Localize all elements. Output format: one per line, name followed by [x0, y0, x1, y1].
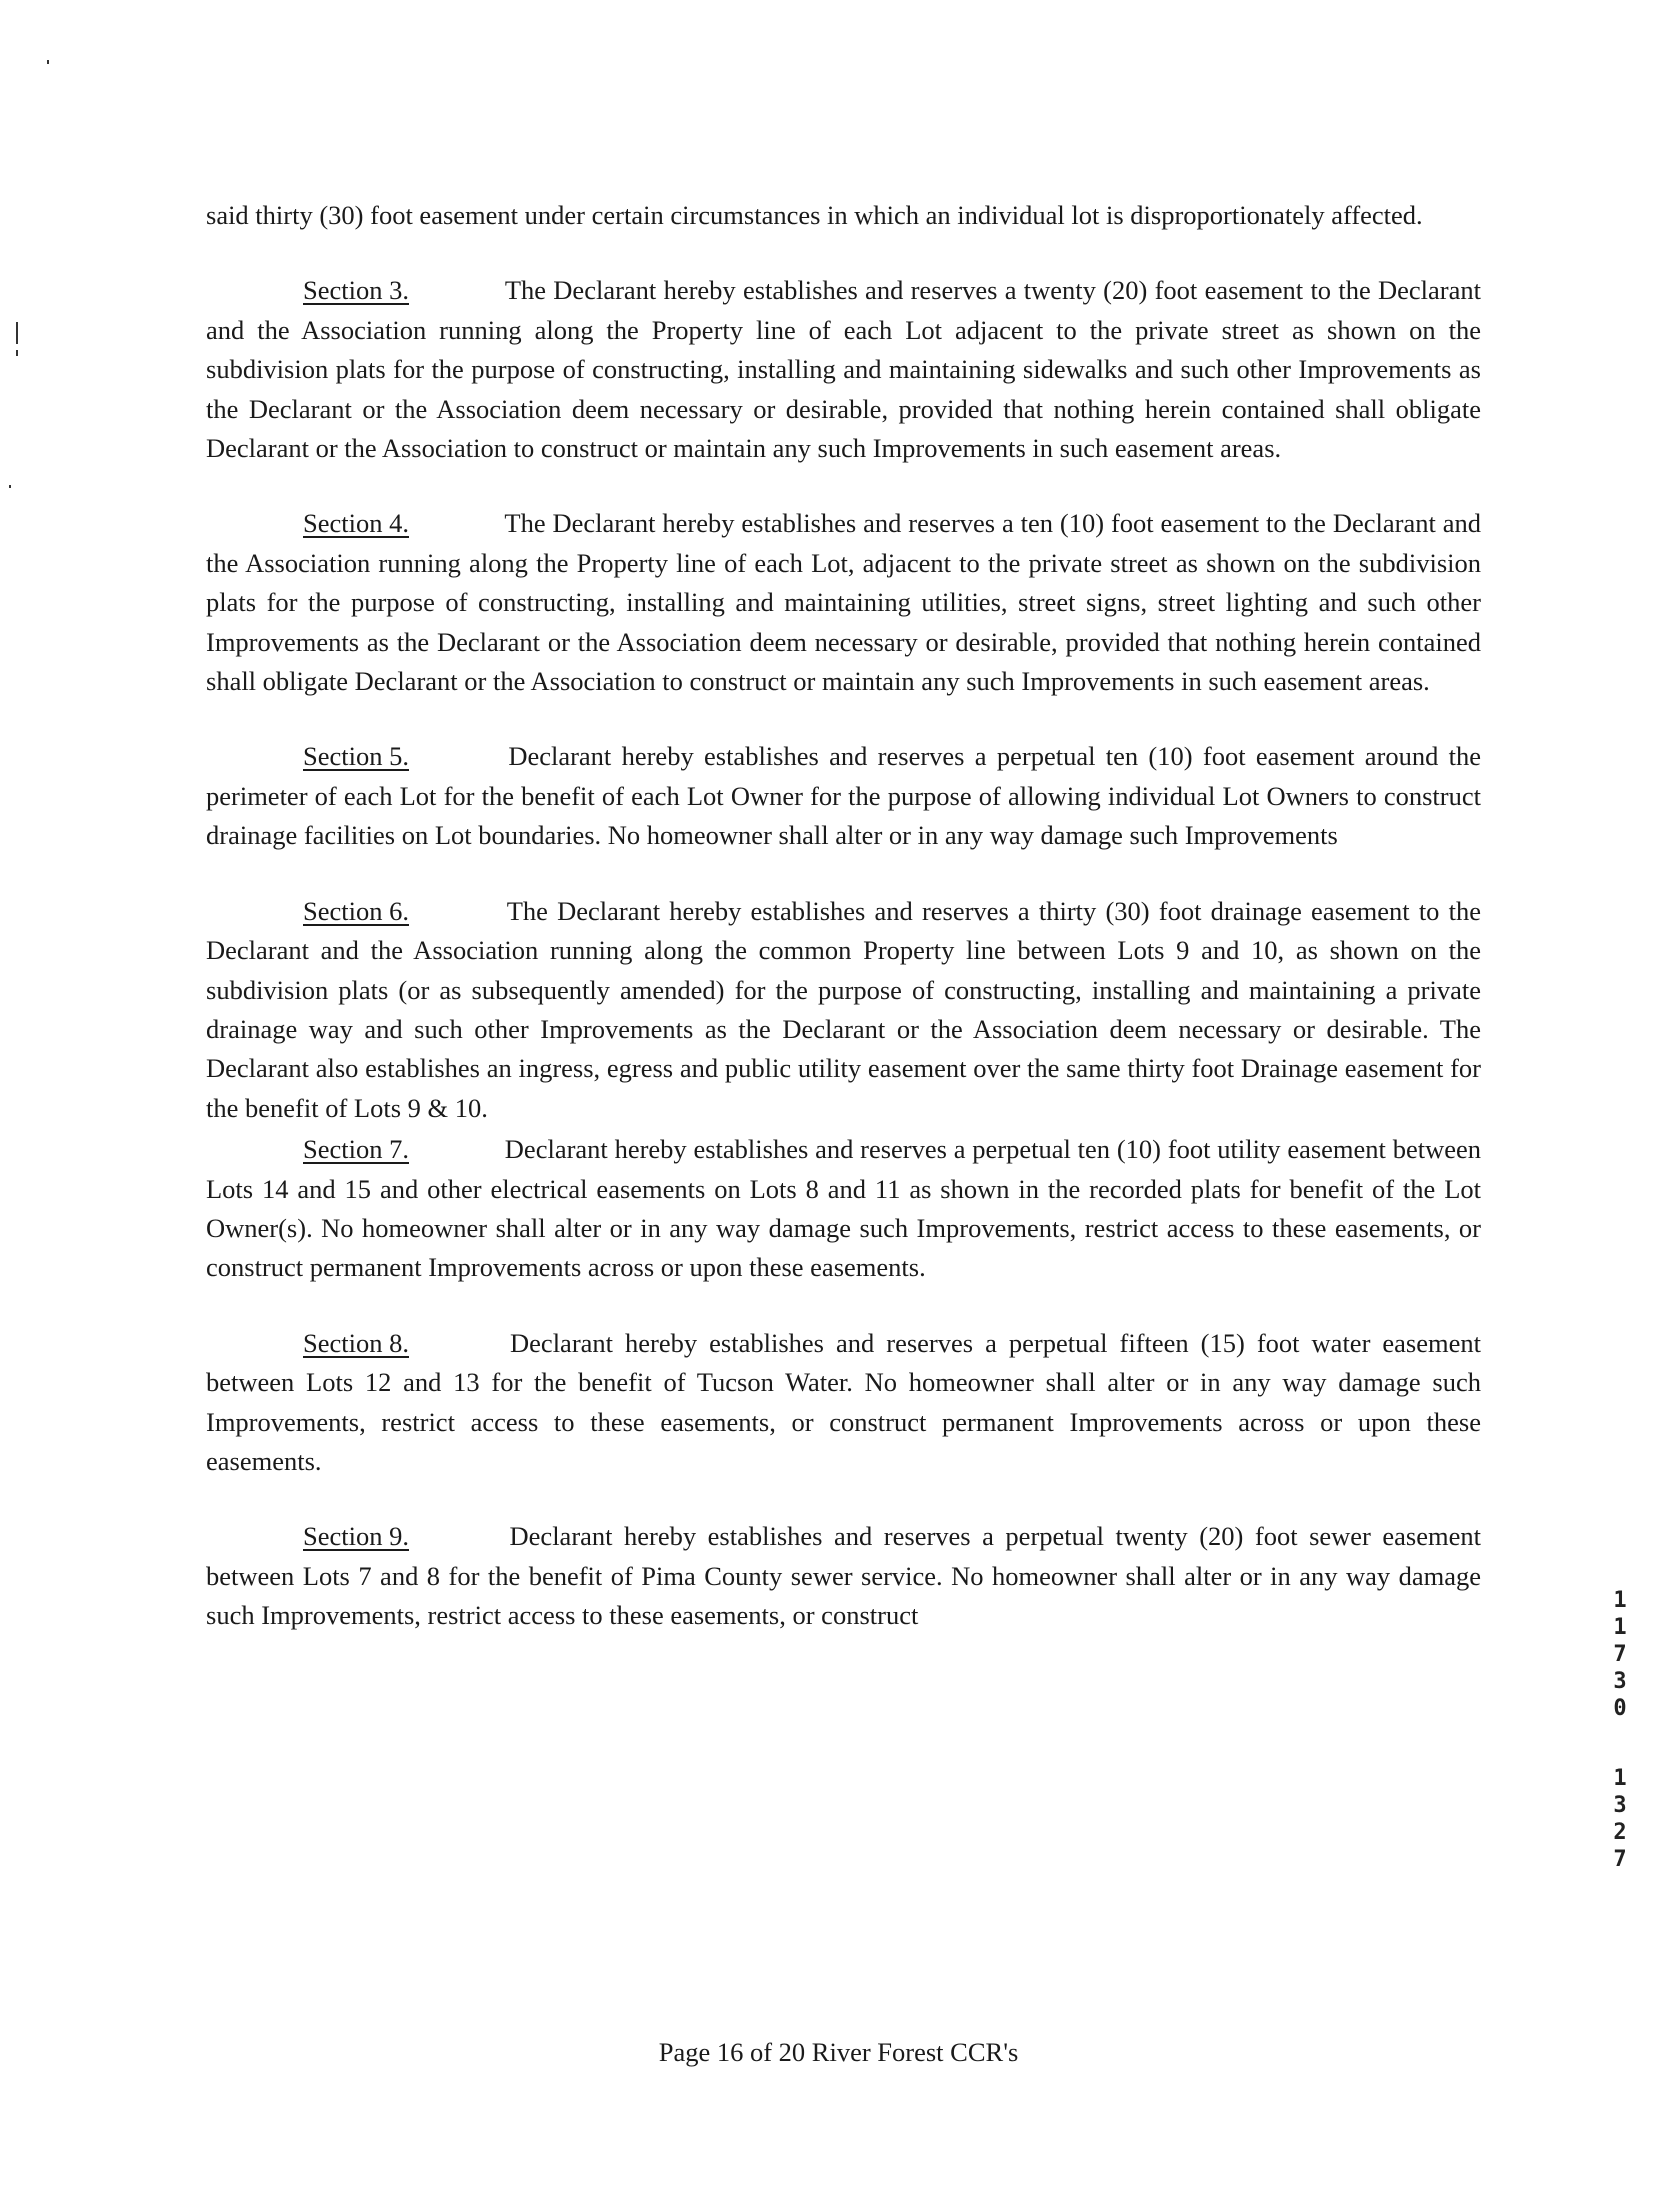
stamp-digit: 1	[1613, 1766, 1627, 1791]
section-heading: Section 9.	[303, 1521, 409, 1552]
section-5	[206, 737, 1481, 855]
paragraph-text: The Declarant hereby establishes and reserves a thirty (30) foot drainage easement to the Declarant and the Association running along the common Property line between Lots 9 and 10, as shown on the subdivision plats (or as subsequently amended) for the purpose of constructing, installing and maintaining a private drainage way and such other Improvements as the Declarant or the Association deem necessary or desirable. The Declarant also establishes an ingress, egress and public utility easement over the same thirty foot Drainage easement for the benefit of Lots 9 & 10.	[206, 895, 1481, 1123]
scan-mark	[16, 350, 18, 356]
page-footer: Page 16 of 20 River Forest CCR's	[658, 2037, 1019, 2067]
paragraph-continuation	[206, 196, 1481, 235]
section-heading: Section 3.	[303, 275, 409, 306]
paragraph-text: Declarant hereby establishes and reserves a perpetual twenty (20) foot sewer easement between Lots 7 and 8 for the benefit of Pima County sewer service. No homeowner shall alter or in any way damage such Improvements, restrict access to these easements, or construct	[206, 1521, 1481, 1631]
section-7	[206, 1130, 1481, 1288]
section-heading: Section 7.	[303, 1134, 409, 1165]
stamp-digit: 7	[1613, 1847, 1627, 1872]
section-6	[206, 892, 1481, 1128]
docket-stamp	[1602, 1587, 1638, 1722]
page-stamp	[1602, 1765, 1638, 1873]
document-body	[206, 196, 1481, 1672]
section-heading: Section 6.	[303, 895, 409, 926]
section-heading: Section 4.	[303, 508, 409, 539]
section-heading: Section 8.	[303, 1327, 409, 1358]
stamp-digit: 7	[1613, 1642, 1627, 1667]
paragraph-text: The Declarant hereby establishes and reserves a twenty (20) foot easement to the Declarant and the Association running along the Property line of each Lot adjacent to the private street as shown on the subdivision plats for the purpose of constructing, installing and maintaining sidewalks and such other Improvements as the Declarant or the Association deem necessary or desirable, provided that nothing herein contained shall obligate Declarant or the Association to construct or maintain any such Improvements in such easement areas.	[206, 275, 1481, 464]
stamp-digit: 1	[1613, 1615, 1627, 1640]
paragraph-text: said thirty (30) foot easement under certain circumstances in which an individual lot is disproportionately affected.	[206, 200, 1423, 230]
scan-mark	[16, 322, 18, 344]
stamp-digit: 2	[1613, 1820, 1627, 1845]
section-heading: Section 5.	[303, 741, 409, 772]
stamp-digit: 3	[1613, 1793, 1627, 1818]
section-8	[206, 1324, 1481, 1482]
paragraph-text: Declarant hereby establishes and reserves a perpetual ten (10) foot utility easement between Lots 14 and 15 and other electrical easements on Lots 8 and 11 as shown in the recorded plats for benefit of the Lot Owner(s). No homeowner shall alter or in any way damage such Improvements, restrict access to these easements, or construct permanent Improvements across or upon these easements.	[206, 1134, 1481, 1283]
stamp-digit: 0	[1613, 1696, 1627, 1721]
section-3	[206, 271, 1481, 468]
stamp-digit: 1	[1613, 1588, 1627, 1613]
paragraph-text: Declarant hereby establishes and reserves a perpetual fifteen (15) foot water easement between Lots 12 and 13 for the benefit of Tucson Water. No homeowner shall alter or in any way damage such Improvements, restrict access to these easements, or construct permanent Improvements across or upon these easements.	[206, 1327, 1481, 1476]
paragraph-text: Declarant hereby establishes and reserves a perpetual ten (10) foot easement around the perimeter of each Lot for the benefit of each Lot Owner for the purpose of allowing individual Lot Owners to construct drainage facilities on Lot boundaries. No homeowner shall alter or in any way damage such Improvements	[206, 741, 1482, 851]
stamp-digit: 3	[1613, 1669, 1627, 1694]
section-9	[206, 1517, 1481, 1635]
paragraph-text: The Declarant hereby establishes and reserves a ten (10) foot easement to the Declarant and the Association running along the Property line of each Lot, adjacent to the private street as shown on the subdivision plats for the purpose of constructing, installing and maintaining utilities, street signs, street lighting and such other Improvements as the Declarant or the Association deem necessary or desirable, provided that nothing herein contained shall obligate Declarant or the Association to construct or maintain any such Improvements in such easement areas.	[206, 508, 1481, 697]
section-4	[206, 504, 1481, 701]
scan-mark	[47, 60, 49, 64]
scan-mark	[9, 485, 11, 488]
